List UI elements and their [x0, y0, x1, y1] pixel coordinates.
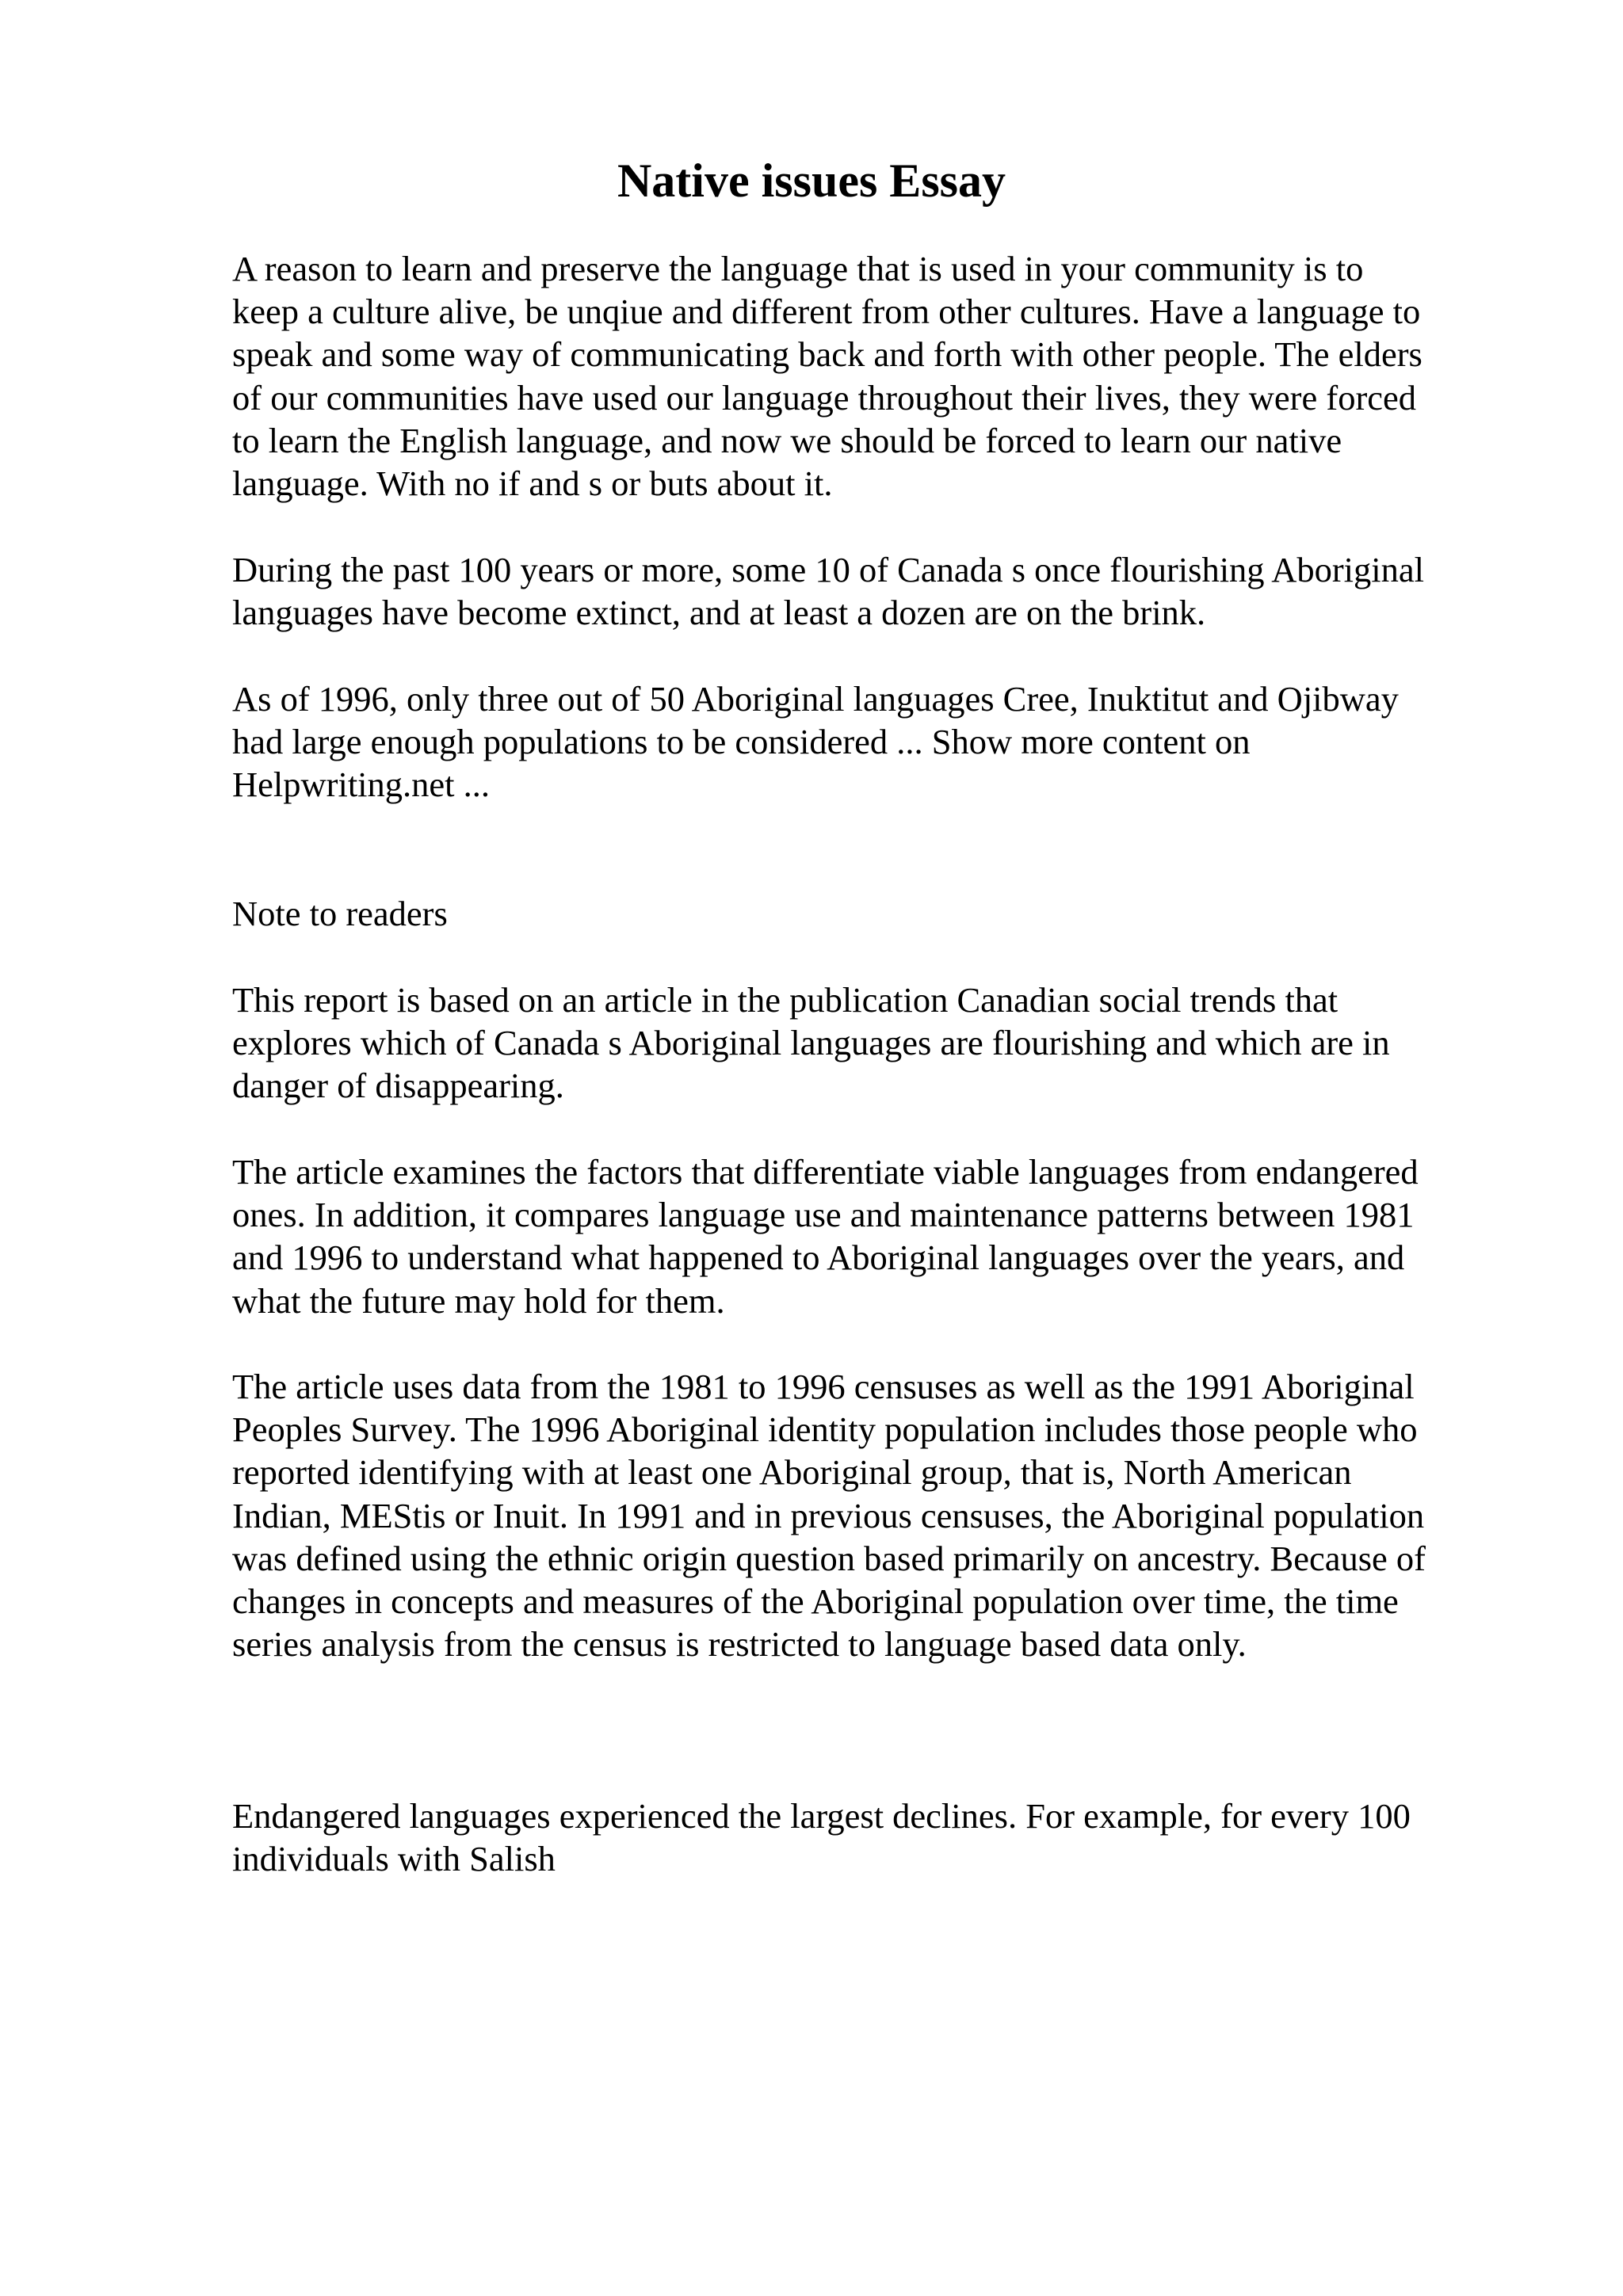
paragraph-data-sources: [232, 1365, 1516, 1665]
paragraph-line: This report is based on an article in the publication Canadian social trends that: [232, 980, 1338, 1020]
paragraph-line: speak and some way of communicating back and forth with other people. The elders: [232, 334, 1423, 375]
paragraph-line: The article uses data from the 1981 to 1996 censuses as well as the 1991 Aboriginal: [232, 1367, 1415, 1406]
paragraph-extinct-languages: [232, 548, 1516, 634]
paragraph-1996-languages: [232, 677, 1516, 807]
paragraph-report-basis: [232, 978, 1516, 1108]
paragraph-line: danger of disappearing.: [232, 1066, 564, 1106]
paragraph-line: was defined using the ethnic origin question based primarily on ancestry. Because of: [232, 1538, 1426, 1578]
paragraph-line: Endangered languages experienced the largest declines. For example, for every 100: [232, 1796, 1411, 1836]
paragraph-line: During the past 100 years or more, some 10 of Canada s once flourishing Aboriginal: [232, 550, 1425, 589]
paragraph-line: language. With no if and s or buts about it.: [232, 463, 833, 504]
paragraph-line: series analysis from the census is restricted to language based data only.: [232, 1624, 1247, 1665]
paragraph-line: Note to readers: [232, 894, 448, 933]
paragraph-line: Helpwriting.net ...: [232, 765, 491, 805]
paragraph-note-heading: [232, 892, 1516, 935]
paragraph-article-factors: [232, 1150, 1516, 1322]
paragraph-line: reported identifying with at least one Aboriginal group, that is, North American: [232, 1452, 1352, 1493]
paragraph-reasons: [232, 247, 1516, 505]
paragraph-line: and 1996 to understand what happened to Aboriginal languages over the years, and: [232, 1238, 1405, 1278]
paragraph-line: what the future may hold for them.: [232, 1280, 725, 1321]
paragraph-line: individuals with Salish: [232, 1839, 556, 1879]
paragraph-line: Indian, MEStis or Inuit. In 1991 and in previous censuses, the Aboriginal population: [232, 1495, 1425, 1535]
paragraph-line: As of 1996, only three out of 50 Aboriginal languages Cree, Inuktitut and Ojibway: [232, 679, 1399, 719]
paragraph-line: of our communities have used our language throughout their lives, they were forced: [232, 377, 1417, 418]
paragraph-line: had large enough populations to be considered ... Show more content on: [232, 722, 1251, 762]
paragraph-line: Peoples Survey. The 1996 Aboriginal identity population includes those people who: [232, 1409, 1418, 1450]
paragraph-line: explores which of Canada s Aboriginal languages are flourishing and which are in: [232, 1023, 1390, 1063]
paragraph-endangered-declines: [232, 1794, 1516, 1880]
paragraph-line: keep a culture alive, be unqiue and different from other cultures. Have a language to: [232, 292, 1421, 332]
paragraph-line: to learn the English language, and now we should be forced to learn our native: [232, 420, 1342, 460]
paragraph-line: The article examines the factors that differentiate viable languages from endangered: [232, 1152, 1419, 1192]
paragraph-line: ones. In addition, it compares language use and maintenance patterns between 1981: [232, 1195, 1415, 1235]
paragraph-line: changes in concepts and measures of the Aboriginal population over time, the time: [232, 1581, 1399, 1622]
paragraph-line: languages have become extinct, and at least a dozen are on the brink.: [232, 593, 1206, 633]
document-title: Native issues Essay: [617, 154, 1006, 207]
paragraph-line: A reason to learn and preserve the language that is used in your community is to: [232, 249, 1364, 288]
